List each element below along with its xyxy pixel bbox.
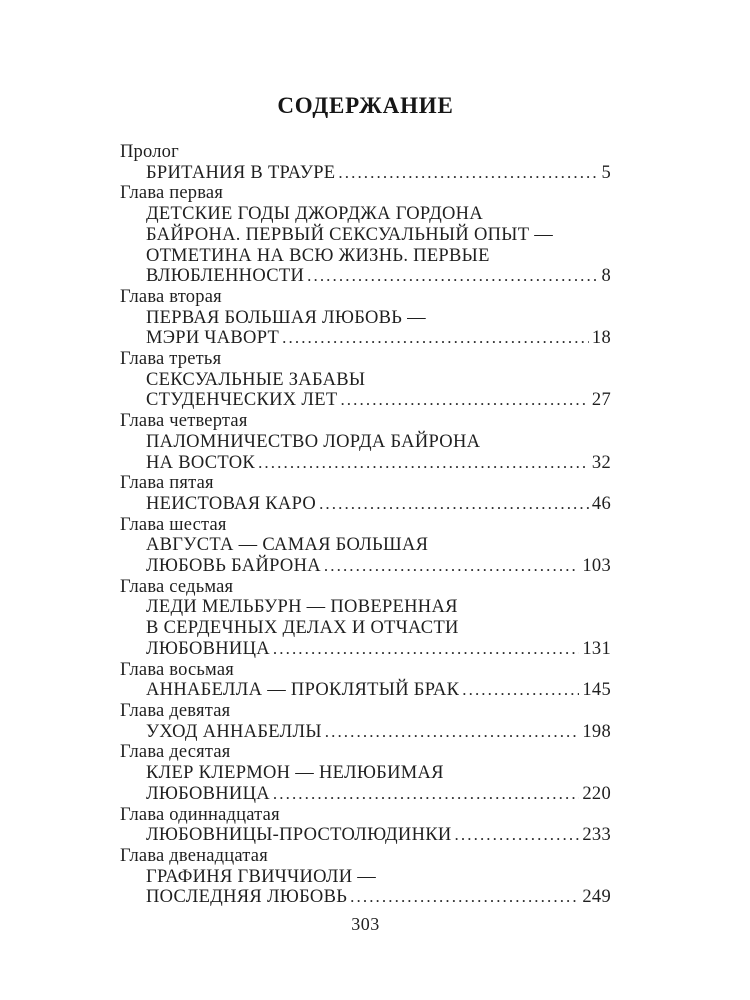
toc-entry-lines: [120, 494, 611, 515]
dot-leader: [324, 556, 579, 577]
dot-leader: [273, 639, 579, 660]
toc-entry-label: Глава восьмая: [120, 659, 234, 680]
toc-entry-line-text: БРИТАНИЯ В ТРАУРЕ: [146, 162, 336, 183]
toc-entry-line-text: ПОСЛЕДНЯЯ ЛЮБОВЬ: [146, 887, 348, 908]
dot-leader: [319, 494, 589, 515]
toc-entry-line-text: ВЛЮБЛЕННОСТИ: [146, 266, 305, 287]
toc-entry-line: [146, 494, 611, 515]
toc-entry: [120, 183, 611, 287]
toc-entry-lines: [120, 163, 611, 184]
toc-entry-line: [146, 597, 611, 618]
toc-entry-line: [146, 225, 611, 246]
page-number: 233: [582, 825, 611, 846]
toc-entry-line: [146, 722, 611, 743]
toc-entry-line-text: ГРАФИНЯ ГВИЧЧИОЛИ —: [146, 866, 377, 887]
toc-entry-line-text: ОТМЕТИНА НА ВСЮ ЖИЗНЬ. ПЕРВЫЕ: [146, 245, 490, 266]
toc-entry-label: Глава десятая: [120, 742, 231, 763]
toc-entry-line: [146, 453, 611, 474]
page-number: 198: [582, 721, 611, 742]
toc-entry-lines: [120, 825, 611, 846]
toc-entry-label: Глава одиннадцатая: [120, 804, 280, 825]
dot-leader: [340, 390, 588, 411]
toc-entry-lines: [120, 763, 611, 804]
toc-entry-label: Глава девятая: [120, 700, 231, 721]
toc-entry-line-text: УХОД АННАБЕЛЛЫ: [146, 721, 322, 742]
toc-entry-line: [146, 328, 611, 349]
page-number: 131: [582, 638, 611, 659]
toc-entry-line: [146, 784, 611, 805]
toc-entry-lines: [120, 204, 611, 287]
toc-entry: [120, 473, 611, 514]
dot-leader: [455, 825, 580, 846]
toc-entry-line-text: АВГУСТА — САМАЯ БОЛЬШАЯ: [146, 535, 429, 556]
toc-entry-line-text: МЭРИ ЧАВОРТ: [146, 328, 280, 349]
folio-page-number: 303: [351, 914, 380, 934]
toc-entry: [120, 577, 611, 660]
toc-entry-line: [146, 825, 611, 846]
toc-entry-lines: [120, 535, 611, 576]
toc-entry-line: [146, 370, 611, 391]
toc-entry-line-text: НЕИСТОВАЯ КАРО: [146, 493, 317, 514]
toc-entry-line-text: НА ВОСТОК: [146, 452, 256, 473]
toc-entry-line-text: СТУДЕНЧЕСКИХ ЛЕТ: [146, 390, 338, 411]
toc-entries: [120, 142, 611, 908]
toc-entry-line: [146, 763, 611, 784]
toc-entry-line-text: СЕКСУАЛЬНЫЕ ЗАБАВЫ: [146, 369, 366, 390]
toc-entry-line: [146, 887, 611, 908]
toc-entry-line-text: ДЕТСКИЕ ГОДЫ ДЖОРДЖА ГОРДОНА: [146, 204, 484, 225]
dot-leader: [350, 887, 579, 908]
toc-entry: [120, 846, 611, 908]
dot-leader: [273, 784, 579, 805]
toc-entry: [120, 701, 611, 742]
dot-leader: [325, 722, 580, 743]
toc-entry-label: Глава третья: [120, 349, 222, 370]
dot-leader: [338, 163, 598, 184]
toc-entry-line-text: КЛЕР КЛЕРМОН — НЕЛЮБИМАЯ: [146, 763, 444, 784]
dot-leader: [462, 680, 579, 701]
toc-entry-line: [146, 246, 611, 267]
toc-entry: [120, 515, 611, 577]
toc-entry-line: [146, 556, 611, 577]
page-number: 145: [582, 680, 611, 701]
toc-entry-label: Глава шестая: [120, 514, 227, 535]
toc-entry-line-text: АННАБЕЛЛА — ПРОКЛЯТЫЙ БРАК: [146, 680, 460, 701]
toc-entry-line: [146, 432, 611, 453]
toc-entry-line-text: ЛЕДИ МЕЛЬБУРН — ПОВЕРЕННАЯ: [146, 597, 458, 618]
toc-entry-line: [146, 163, 611, 184]
toc-entry-label: Глава седьмая: [120, 576, 234, 597]
toc-entry-line-text: ПЕРВАЯ БОЛЬШАЯ ЛЮБОВЬ —: [146, 307, 426, 328]
page-title: СОДЕРЖАНИЕ: [277, 93, 454, 118]
dot-leader: [282, 328, 589, 349]
toc-entry: [120, 349, 611, 411]
page-number: 18: [591, 328, 611, 349]
table-of-contents: [120, 92, 611, 908]
toc-entry-line: [146, 204, 611, 225]
toc-entry-line: [146, 266, 611, 287]
toc-entry: [120, 742, 611, 804]
toc-entry-line: [146, 308, 611, 329]
toc-entry-lines: [120, 308, 611, 349]
toc-entry-label: Глава четвертая: [120, 411, 248, 432]
toc-entry-line-text: ПАЛОМНИЧЕСТВО ЛОРДА БАЙРОНА: [146, 431, 481, 452]
toc-entry-line-text: В СЕРДЕЧНЫХ ДЕЛАХ И ОТЧАСТИ: [146, 618, 459, 639]
toc-entry-label: Пролог: [120, 142, 179, 162]
toc-entry-lines: [120, 370, 611, 411]
toc-entry-lines: [120, 722, 611, 743]
toc-entry-line: [146, 618, 611, 639]
toc-entry: [120, 287, 611, 349]
page-number: 27: [591, 390, 611, 411]
toc-entry: [120, 660, 611, 701]
toc-entry-line-text: БАЙРОНА. ПЕРВЫЙ СЕКСУАЛЬНЫЙ ОПЫТ —: [146, 224, 554, 245]
page-number: 103: [582, 556, 611, 577]
page-number: 5: [601, 162, 611, 183]
toc-entry-label: Глава двенадцатая: [120, 845, 268, 866]
toc-entry-line-text: ЛЮБОВЬ БАЙРОНА: [146, 556, 321, 577]
toc-entry-lines: [120, 432, 611, 473]
toc-entry-lines: [120, 680, 611, 701]
toc-entry-lines: [120, 867, 611, 908]
toc-entry: [120, 411, 611, 473]
toc-entry-line-text: ЛЮБОВНИЦА: [146, 638, 270, 659]
toc-entry-line: [146, 535, 611, 556]
dot-leader: [307, 266, 598, 287]
toc-entry-line: [146, 680, 611, 701]
toc-entry: [120, 805, 611, 846]
toc-entry-line-text: ЛЮБОВНИЦЫ-ПРОСТОЛЮДИНКИ: [146, 825, 452, 846]
toc-entry-lines: [120, 597, 611, 659]
dot-leader: [258, 453, 589, 474]
page-number: 220: [582, 783, 611, 804]
page-number: 8: [601, 266, 611, 287]
toc-entry-line: [146, 639, 611, 660]
page-number: 46: [591, 493, 611, 514]
toc-entry-line: [146, 867, 611, 888]
page-number: 32: [591, 452, 611, 473]
toc-entry-label: Глава первая: [120, 183, 224, 204]
toc-entry-line: [146, 390, 611, 411]
toc-entry-label: Глава пятая: [120, 473, 214, 494]
toc-entry-line-text: ЛЮБОВНИЦА: [146, 783, 270, 804]
toc-entry-label: Глава вторая: [120, 286, 222, 307]
page-number: 249: [582, 887, 611, 908]
toc-entry: [120, 142, 611, 183]
